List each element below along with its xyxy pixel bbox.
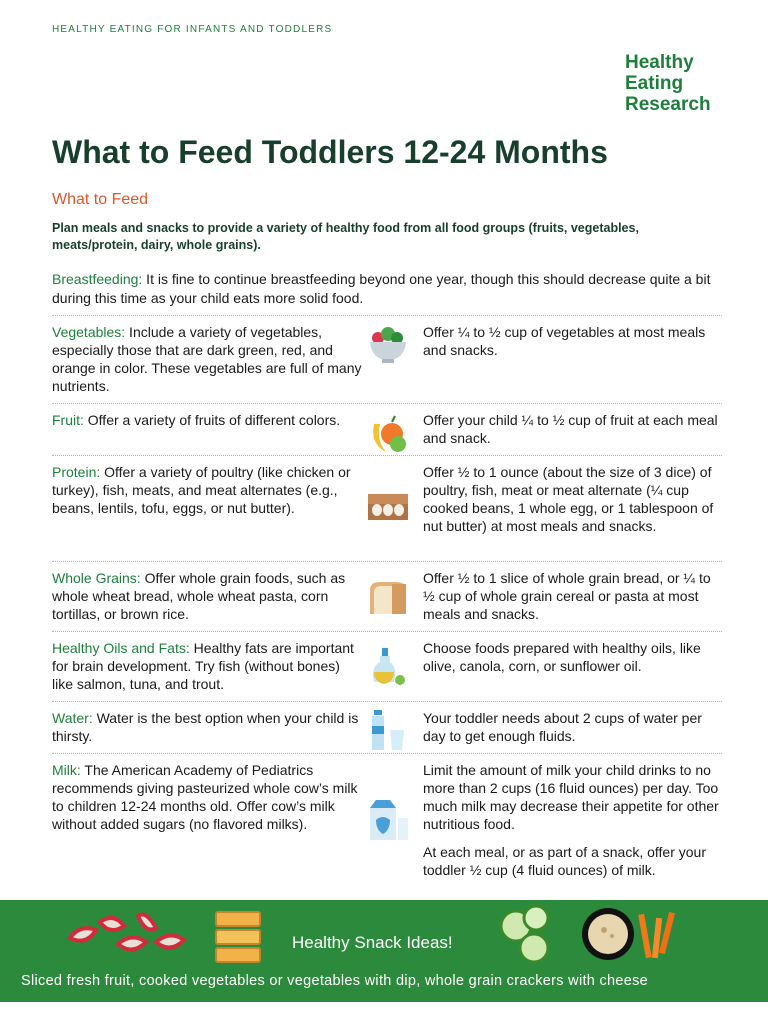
breastfeeding-label: Breastfeeding: [52, 271, 143, 287]
bread-icon [364, 576, 412, 622]
row-vegetables-left [52, 323, 364, 395]
row-label: Protein: [52, 464, 101, 480]
oil-bottle-icon [364, 646, 412, 692]
row-text: Include a variety of vegetables, especially those that are dark green, red, and orange in color. These vegetables are full of many nutrients. [52, 324, 362, 394]
row-milk-right [423, 761, 723, 889]
row-advice: Offer ½ to 1 slice of whole grain bread, or ¼ to ½ cup of whole grain cereal or pasta at most meals and snacks. [423, 570, 711, 622]
row-text: The American Academy of Pediatrics recommends giving pasteurized whole cow’s milk to children 12-24 months old. Offer cow’s milk without added sugars (no flavored milks). [52, 762, 358, 832]
row-text: Offer a variety of poultry (like chicken or turkey), fish, meats, and meat alternates (e.g., beans, lentils, tofu, eggs, or nut butter). [52, 464, 351, 516]
breastfeeding-text: It is fine to continue breastfeeding beyond one year, though this should decrease quite a bit during this time as your child eats more solid food. [52, 271, 711, 306]
row-water-left [52, 709, 364, 745]
row-advice-extra: At each meal, or as part of a snack, offer your toddler ½ cup (4 fluid ounces) of milk. [423, 844, 706, 878]
row-label: Milk: [52, 762, 81, 778]
logo-line-1: Healthy [625, 52, 694, 73]
logo-line-3: Research [625, 94, 711, 115]
row-whole-grains-right [423, 569, 723, 633]
row-water-right [423, 709, 723, 755]
dip-bowl-icon [580, 906, 636, 962]
row-oils-fats-left [52, 639, 364, 693]
logo [625, 52, 711, 115]
egg-carton-icon [364, 484, 412, 530]
series-topline: HEALTHY EATING FOR INFANTS AND TODDLERS [52, 24, 333, 35]
row-text: Offer whole grain foods, such as whole wheat bread, whole wheat pasta, corn tortillas, or brown rice. [52, 570, 346, 622]
row-fruit-right [423, 411, 723, 457]
row-label: Whole Grains: [52, 570, 141, 586]
row-advice: Your toddler needs about 2 cups of water per day to get enough fluids. [423, 710, 702, 744]
row-whole-grains [52, 561, 722, 632]
row-oils-fats-right [423, 639, 723, 685]
row-milk [52, 753, 722, 888]
row-label: Vegetables: [52, 324, 126, 340]
row-advice: Offer ½ to 1 ounce (about the size of 3 dice) of poultry, fish, meat or meat alternate (¼ cup cooked beans, 1 whole egg, or 1 tablespoon of nut butter) at most meals and snacks. [423, 464, 714, 534]
row-oils-fats [52, 631, 722, 702]
breastfeeding-paragraph [52, 270, 722, 308]
row-text: Water is the best option when your child is thirsty. [52, 710, 359, 744]
logo-line-2: Eating [625, 73, 684, 94]
carrot-sticks-icon [636, 908, 676, 964]
row-protein-left [52, 463, 364, 517]
row-label: Healthy Oils and Fats: [52, 640, 190, 656]
section-heading: What to Feed [52, 191, 149, 208]
banner-title: Healthy Snack Ideas! [292, 933, 453, 952]
row-advice: Limit the amount of milk your child drinks to no more than 2 cups (16 fluid ounces) per day. Too much milk may decrease their appetite for other nutritious food. [423, 762, 719, 832]
banner-description: Sliced fresh fruit, cooked vegetables or vegetables with dip, whole grain crackers with cheese [21, 973, 649, 989]
row-vegetables [52, 315, 722, 404]
milk-carton-icon [364, 796, 412, 842]
apple-slices-icon [66, 908, 196, 966]
fruit-icon [364, 410, 412, 456]
row-advice: Choose foods prepared with healthy oils, like olive, canola, corn, or sunflower oil. [423, 640, 701, 674]
row-protein-right [423, 463, 723, 545]
row-milk-left [52, 761, 364, 833]
row-advice: Offer your child ¼ to ½ cup of fruit at each meal and snack. [423, 412, 718, 446]
row-vegetables-right [423, 323, 723, 369]
row-protein [52, 455, 722, 562]
water-bottle-icon [364, 708, 412, 754]
salad-bowl-icon [364, 322, 412, 368]
cucumber-slices-icon [498, 904, 556, 966]
page-title: What to Feed Toddlers 12-24 Months [52, 134, 608, 170]
row-water [52, 701, 722, 754]
row-fruit [52, 403, 722, 456]
row-label: Water: [52, 710, 93, 726]
row-text: Offer a variety of fruits of different colors. [83, 412, 341, 428]
row-advice: Offer ¼ to ½ cup of vegetables at most meals and snacks. [423, 324, 706, 358]
row-label: Fruit: [52, 412, 84, 428]
row-whole-grains-left [52, 569, 364, 623]
row-fruit-left [52, 411, 364, 429]
row-text: Healthy fats are important for brain development. Try fish (without bones) like salmon, tuna, and trout. [52, 640, 354, 692]
crackers-icon [212, 908, 264, 966]
snack-ideas-banner [0, 900, 768, 1002]
intro-text: Plan meals and snacks to provide a variety of healthy food from all food groups (fruits, vegetables, meats/protein, dairy, whole grains). [52, 221, 639, 252]
